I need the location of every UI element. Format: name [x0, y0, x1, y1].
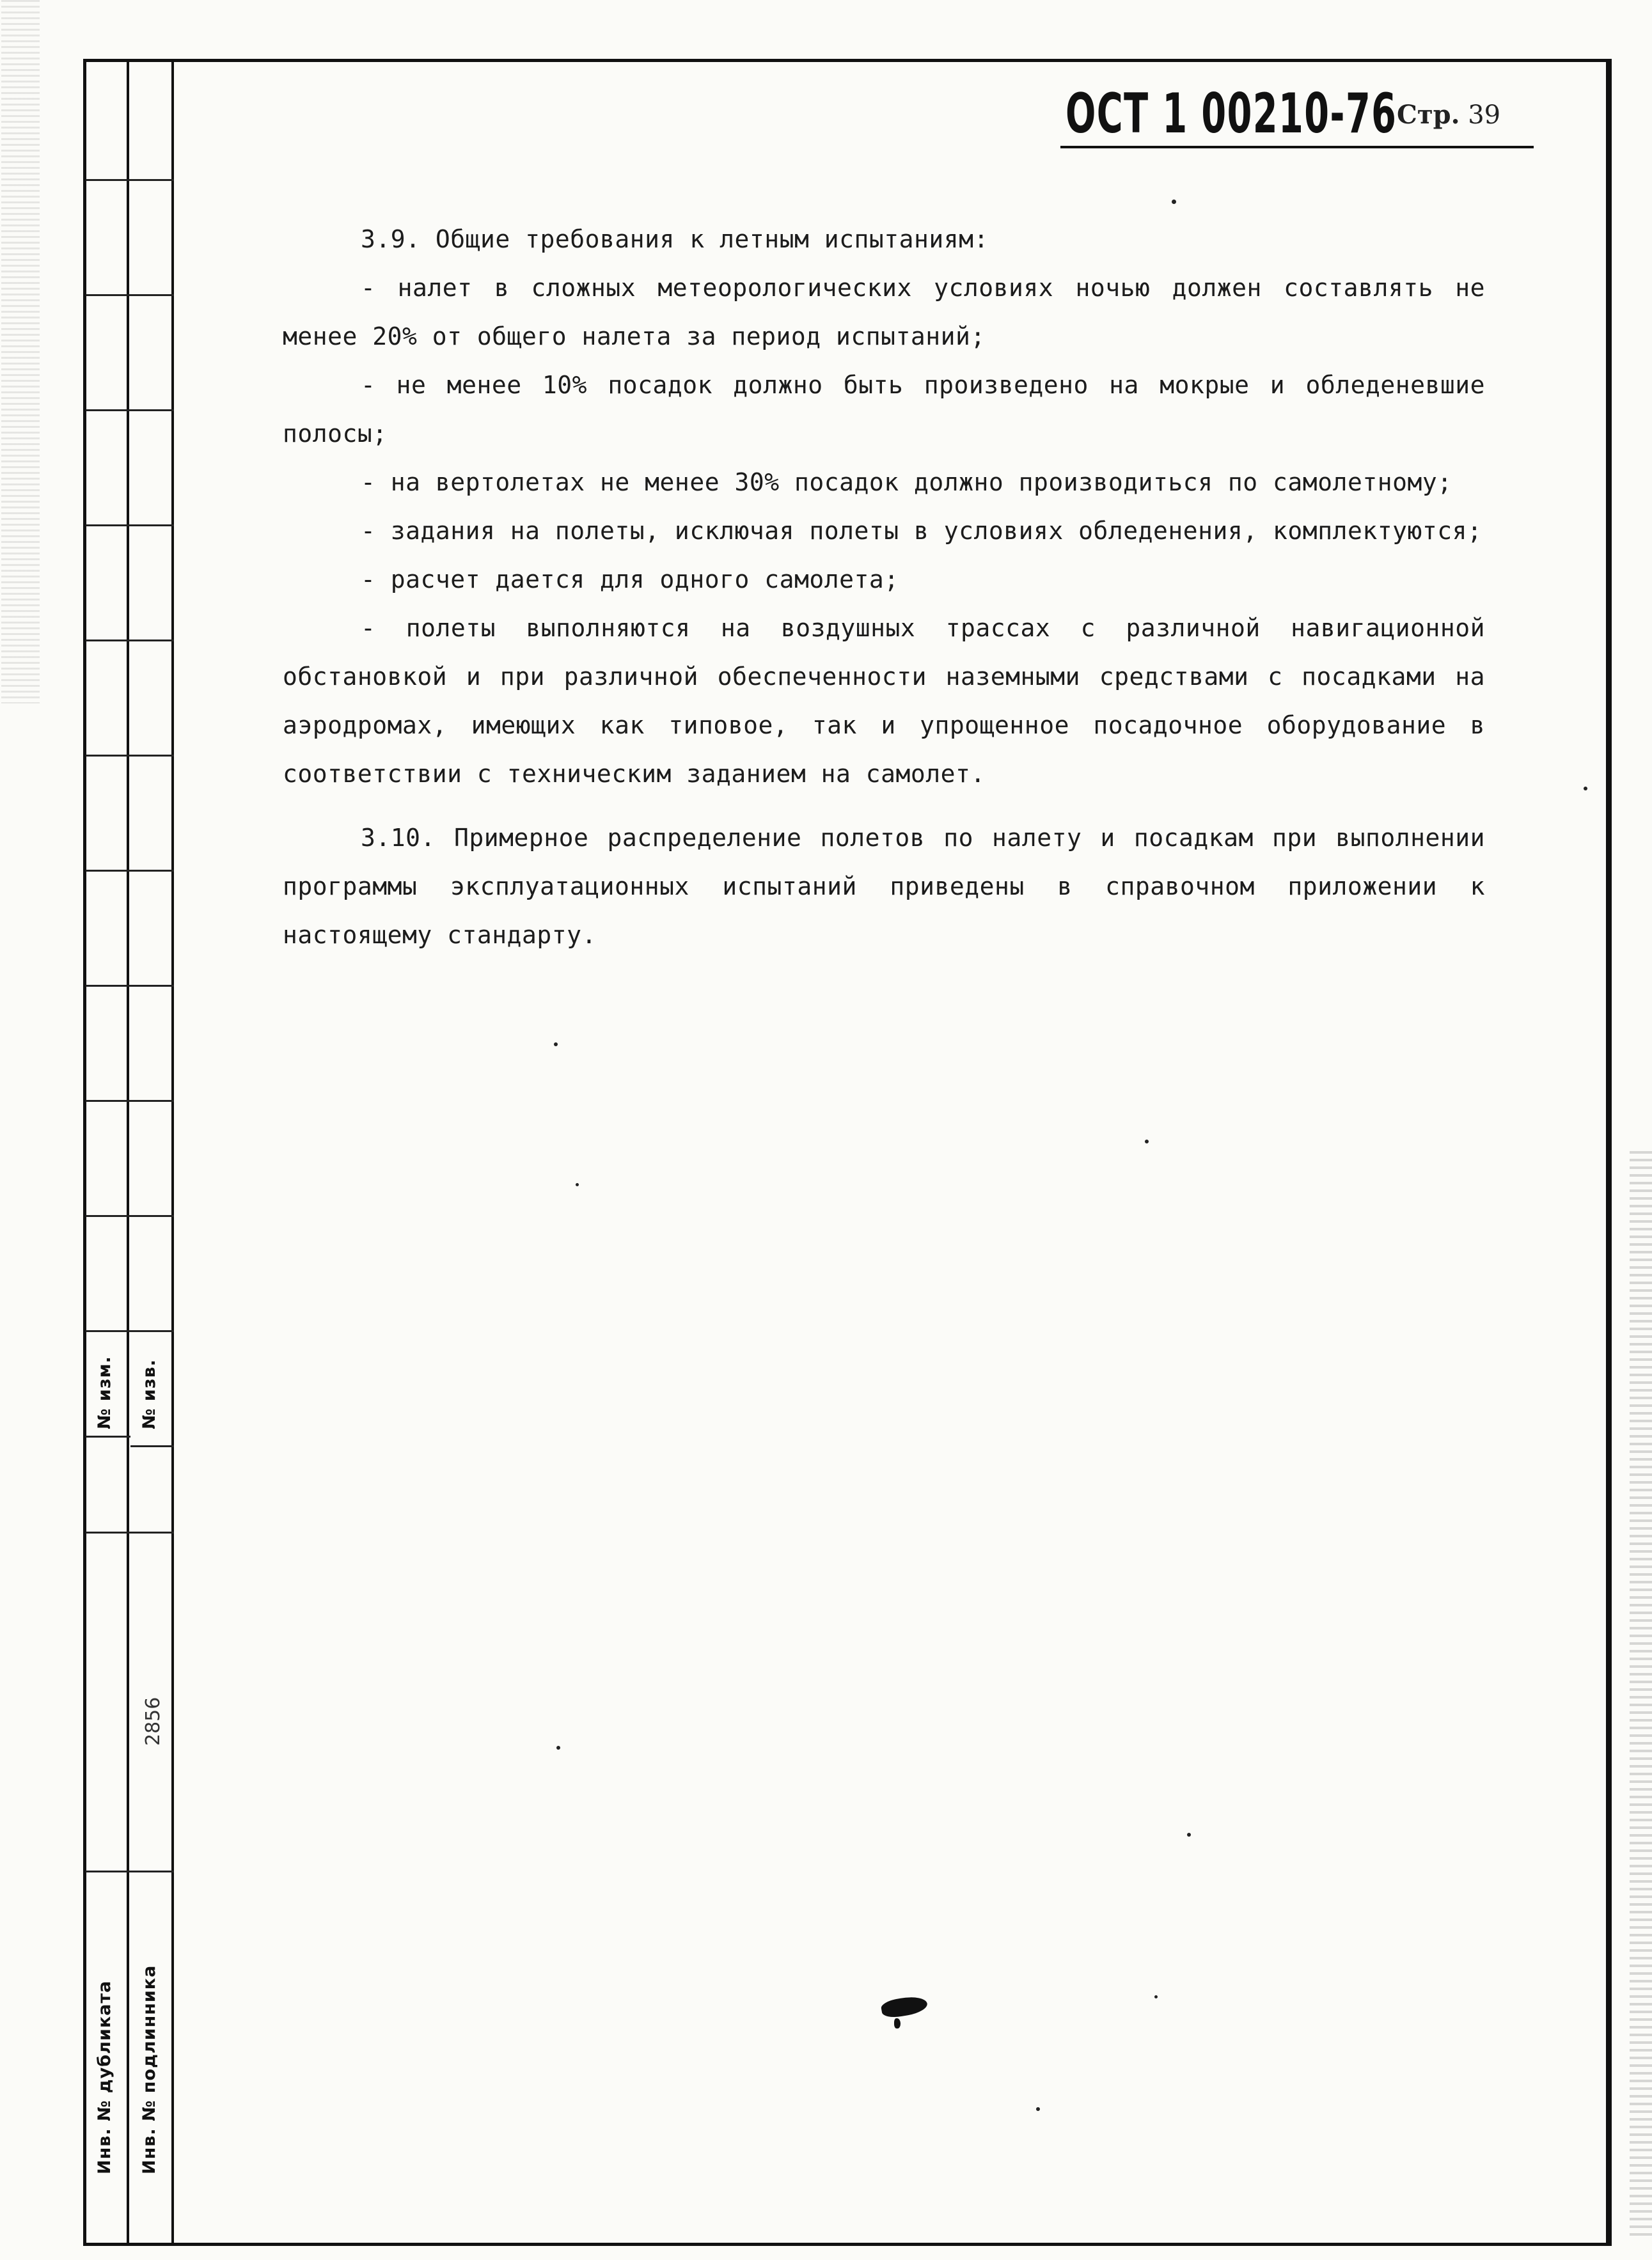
document-body: [283, 215, 1485, 959]
paragraph: 3.10. Примерное распределение полетов по налету и посадкам при выполнении программы эксплуатационных испытаний приведены в справочном приложении к настоящему стандарту.: [283, 824, 1485, 949]
paragraph: - задания на полеты, исключая полеты в условиях обледенения, комплектуются;: [361, 517, 1483, 545]
paragraph: 3.9. Общие требования к летным испытаниям:: [361, 225, 989, 253]
standard-code: ОСТ 1 00210-76: [1066, 82, 1397, 146]
page-label-text: Стр.: [1397, 100, 1460, 130]
inventory-number: 2856: [142, 1697, 164, 1746]
paragraph: - на вертолетах не менее 30% посадок должно производиться по самолетному;: [361, 468, 1452, 496]
page-header: [1060, 75, 1534, 148]
strip-label-change-no: № изм.: [95, 1356, 114, 1429]
scan-edge-shadow-right: [1630, 1151, 1652, 2238]
strip-label-duplicate-inv: Инв. № дубликата: [95, 1980, 114, 2174]
paragraph: - не менее 10% посадок должно быть произведено на мокрые и обледеневшие полосы;: [283, 371, 1485, 448]
strip-label-original-inv: Инв. № подлинника: [139, 1965, 159, 2174]
page-number: 39: [1468, 100, 1501, 130]
strip-divider-2: [171, 59, 174, 2246]
strip-divider-1: [127, 59, 129, 2246]
paragraph: - полеты выполняются на воздушных трассах с различной навигационной обстановкой и при различной обеспеченности наземными средствами с посадками на аэродромах, имеющих как типовое, так и упрощенное посадочное оборудование в соответствии с техническим заданием на самолет.: [283, 614, 1485, 788]
paragraph: - налет в сложных метеорологических условиях ночью должен составлять не менее 20% от общего налета за период испытаний;: [283, 274, 1485, 350]
page-number-label: [1397, 100, 1500, 130]
paragraph: - расчет дается для одного самолета;: [361, 565, 899, 593]
strip-label-notice-no: № изв.: [139, 1359, 159, 1429]
scan-edge-shadow: [1, 0, 40, 703]
